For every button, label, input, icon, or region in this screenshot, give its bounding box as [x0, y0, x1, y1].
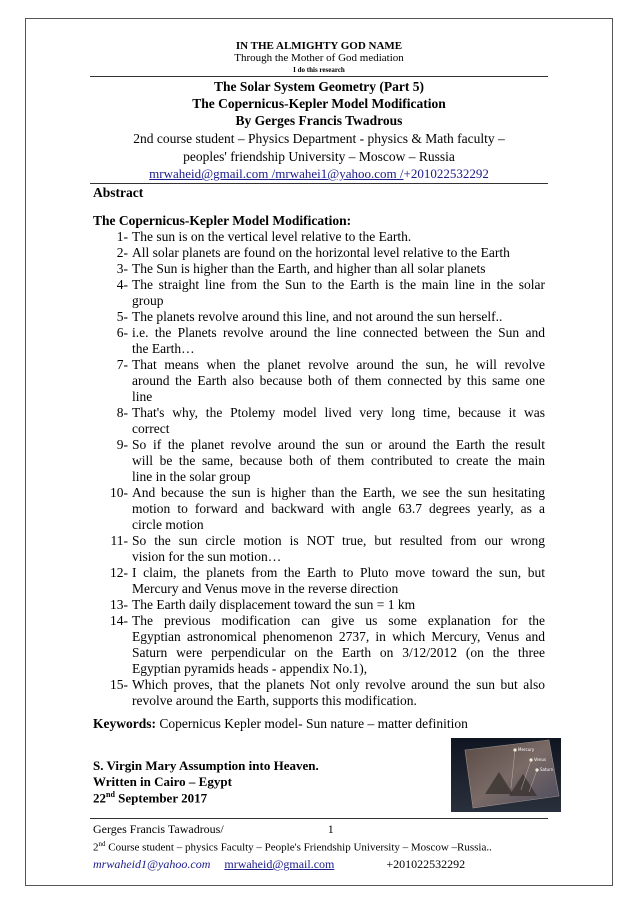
footer-email-2[interactable]: mrwaheid@gmail.com: [224, 857, 335, 871]
list-item-number: 3-: [116, 261, 128, 276]
keywords: [93, 716, 468, 732]
author-line: By Gerges Francis Twadrous: [235, 113, 403, 128]
list-item: [93, 325, 545, 357]
list-item-text: [132, 565, 545, 597]
list-item: [93, 357, 545, 405]
title-line-1: The Solar System Geometry (Part 5): [213, 79, 425, 94]
list-item-line: motion to forward and backward with angle 63.7 degrees yearly, as a: [132, 501, 545, 516]
list-item: [93, 533, 545, 565]
keywords-text: Copernicus Kepler model- Sun nature – matter definition: [156, 716, 468, 731]
list-item-number: 10-: [110, 485, 128, 500]
list-item-line: And because the sun is higher than the Earth, we see the sun hesitating: [132, 485, 545, 500]
list-item-text: [132, 597, 545, 613]
list-item-line: Saturn were perpendicular on the Earth on 3/12/2012 (on the three: [132, 645, 545, 660]
list-item-number: 2-: [116, 245, 128, 260]
list-item-number: 12-: [110, 565, 128, 580]
list-item: [93, 261, 545, 277]
list-item-number: 5-: [116, 309, 128, 324]
list-item-number: 9-: [116, 437, 128, 452]
date-rest: September 2017: [114, 790, 208, 806]
title-divider: [90, 183, 548, 184]
list-item-number: 15-: [110, 677, 128, 692]
list-item-line: Egyptian astronomical phenomenon 2737, in which Mercury, Venus and: [132, 629, 545, 644]
email-link-1[interactable]: mrwaheid@gmail.com: [149, 166, 269, 181]
affiliation-line-2: peoples' friendship University – Moscow – Russia: [183, 149, 455, 164]
footer-line-3: [93, 857, 465, 872]
list-item-text: [132, 277, 545, 309]
list-item-line: around the Earth also because both of them connected by this same one: [132, 373, 545, 388]
list-item-text: [132, 677, 545, 709]
pyramids-photo-art: [451, 738, 561, 812]
footer-course-sup: nd: [98, 840, 106, 848]
list-item-line: The Earth daily displacement toward the sun = 1 km: [132, 597, 416, 612]
list-item-text: [132, 613, 545, 677]
header-divider: [90, 76, 548, 77]
footer-email-1[interactable]: mrwaheid1@yahoo.com: [93, 857, 211, 871]
footer-line-1: [93, 822, 334, 837]
list-item-text: [132, 229, 545, 245]
list-item-line: line in the solar group: [132, 469, 251, 484]
list-item-line: revolve around the Earth, supports this modification.: [132, 693, 417, 708]
list-item-line: So if the planet revolve around the sun or around the Earth the result: [132, 437, 545, 452]
list-item-line: circle motion: [132, 517, 204, 532]
header-line-2: Through the Mother of God mediation: [234, 52, 404, 64]
footer-author: Gerges Francis Tawadrous/: [93, 822, 224, 836]
modification-heading: The Copernicus-Kepler Model Modification:: [93, 213, 352, 228]
email-link-2[interactable]: mrwahei1@yahoo.com: [275, 166, 397, 181]
list-item-line: The previous modification can give us some explanation for the: [132, 613, 545, 628]
list-item-number: 1-: [116, 229, 128, 244]
list-item-number: 13-: [110, 597, 128, 612]
list-item-line: That means when the planet revolve around the sun, he will revolve: [132, 357, 545, 372]
footer-course-rest: Course student – physics Faculty – People's Friendship University – Moscow –Russia..: [105, 841, 492, 854]
title-line-2: The Copernicus-Kepler Model Modification: [192, 96, 446, 111]
header-line-1: IN THE ALMIGHTY GOD NAME: [235, 40, 403, 52]
list-item-line: The straight line from the Sun to the Earth is the main line in the solar: [132, 277, 545, 292]
list-item-text: [132, 405, 545, 437]
list-item-text: [132, 533, 545, 565]
page-number: 1: [327, 822, 334, 836]
list-item-number: 6-: [116, 325, 128, 340]
signature-date: [93, 790, 207, 806]
list-item: [93, 405, 545, 437]
list-item-line: Which proves, that the planets Not only revolve around the sun but also: [132, 677, 545, 692]
list-item-line: The planets revolve around this line, and not around the sun herself..: [132, 309, 503, 324]
photo-label-saturn: Saturn: [540, 767, 554, 772]
signature-line-1: S. Virgin Mary Assumption into Heaven.: [93, 758, 319, 773]
list-item-number: 7-: [116, 357, 128, 372]
footer-line-2: [93, 840, 492, 854]
affiliation-line-1: 2nd course student – Physics Department - physics & Math faculty –: [133, 131, 505, 146]
footer-course-num: 2: [93, 841, 99, 854]
list-item-text: [132, 261, 545, 277]
list-item-line: the Earth…: [132, 341, 195, 356]
list-item-line: correct: [132, 421, 170, 436]
phone-number: +201022532292: [403, 166, 489, 181]
list-item: [93, 613, 545, 677]
date-sup: nd: [106, 790, 115, 799]
photo-label-mercury: Mercury: [518, 747, 535, 752]
list-item-text: [132, 437, 545, 485]
list-item-number: 11-: [110, 533, 128, 548]
footer-phone: +201022532292: [386, 857, 466, 871]
list-item-number: 4-: [116, 277, 128, 292]
keywords-label: Keywords:: [93, 716, 156, 731]
list-item: [93, 437, 545, 485]
list-item: [93, 485, 545, 533]
list-item-line: So the sun circle motion is NOT true, but resulted from our wrong: [132, 533, 545, 548]
list-item-line: Egyptian pyramids heads - appendix No.1),: [132, 661, 368, 676]
list-item-number: 8-: [116, 405, 128, 420]
list-item-line: The Sun is higher than the Earth, and higher than all solar planets: [132, 261, 486, 276]
list-item-line: i.e. the Planets revolve around the line connected between the Sun and: [132, 325, 545, 340]
list-item: [93, 229, 545, 245]
pyramids-night-photo: [451, 738, 561, 812]
contact-sep-1: /: [268, 166, 276, 181]
list-item: [93, 245, 545, 261]
list-item-text: [132, 245, 545, 261]
abstract-heading: Abstract: [93, 185, 144, 200]
list-item-text: [132, 325, 545, 357]
header-line-3: I do this research: [293, 66, 345, 74]
list-item: [93, 677, 545, 709]
signature-line-2: Written in Cairo – Egypt: [93, 774, 232, 789]
list-item-text: [132, 357, 545, 405]
list-item-text: [132, 309, 545, 325]
list-item: [93, 277, 545, 309]
photo-label-venus: Venus: [534, 757, 547, 762]
list-item-line: group: [132, 293, 164, 308]
list-item: [93, 309, 545, 325]
list-item-line: Mercury and Venus move in the reverse direction: [132, 581, 399, 596]
contact-sep-2: /: [396, 166, 404, 181]
list-item-line: The sun is on the vertical level relative to the Earth.: [132, 229, 412, 244]
list-item-line: will be the same, because both of them contributed to create the main: [132, 453, 545, 468]
list-item-line: line: [132, 389, 153, 404]
list-item: [93, 597, 545, 613]
list-item: [93, 565, 545, 597]
list-item-line: All solar planets are found on the horizontal level relative to the Earth: [132, 245, 510, 260]
contact-line: [0, 166, 638, 182]
list-item-number: 14-: [110, 613, 128, 628]
list-item-line: That's why, the Ptolemy model lived very long time, because it was: [132, 405, 545, 420]
list-item-text: [132, 485, 545, 533]
list-item-line: I claim, the planets from the Earth to Pluto move toward the sun, but: [132, 565, 545, 580]
footer-divider: [90, 818, 548, 819]
list-item-line: vision for the sun motion…: [132, 549, 282, 564]
date-day: 22: [93, 790, 106, 806]
